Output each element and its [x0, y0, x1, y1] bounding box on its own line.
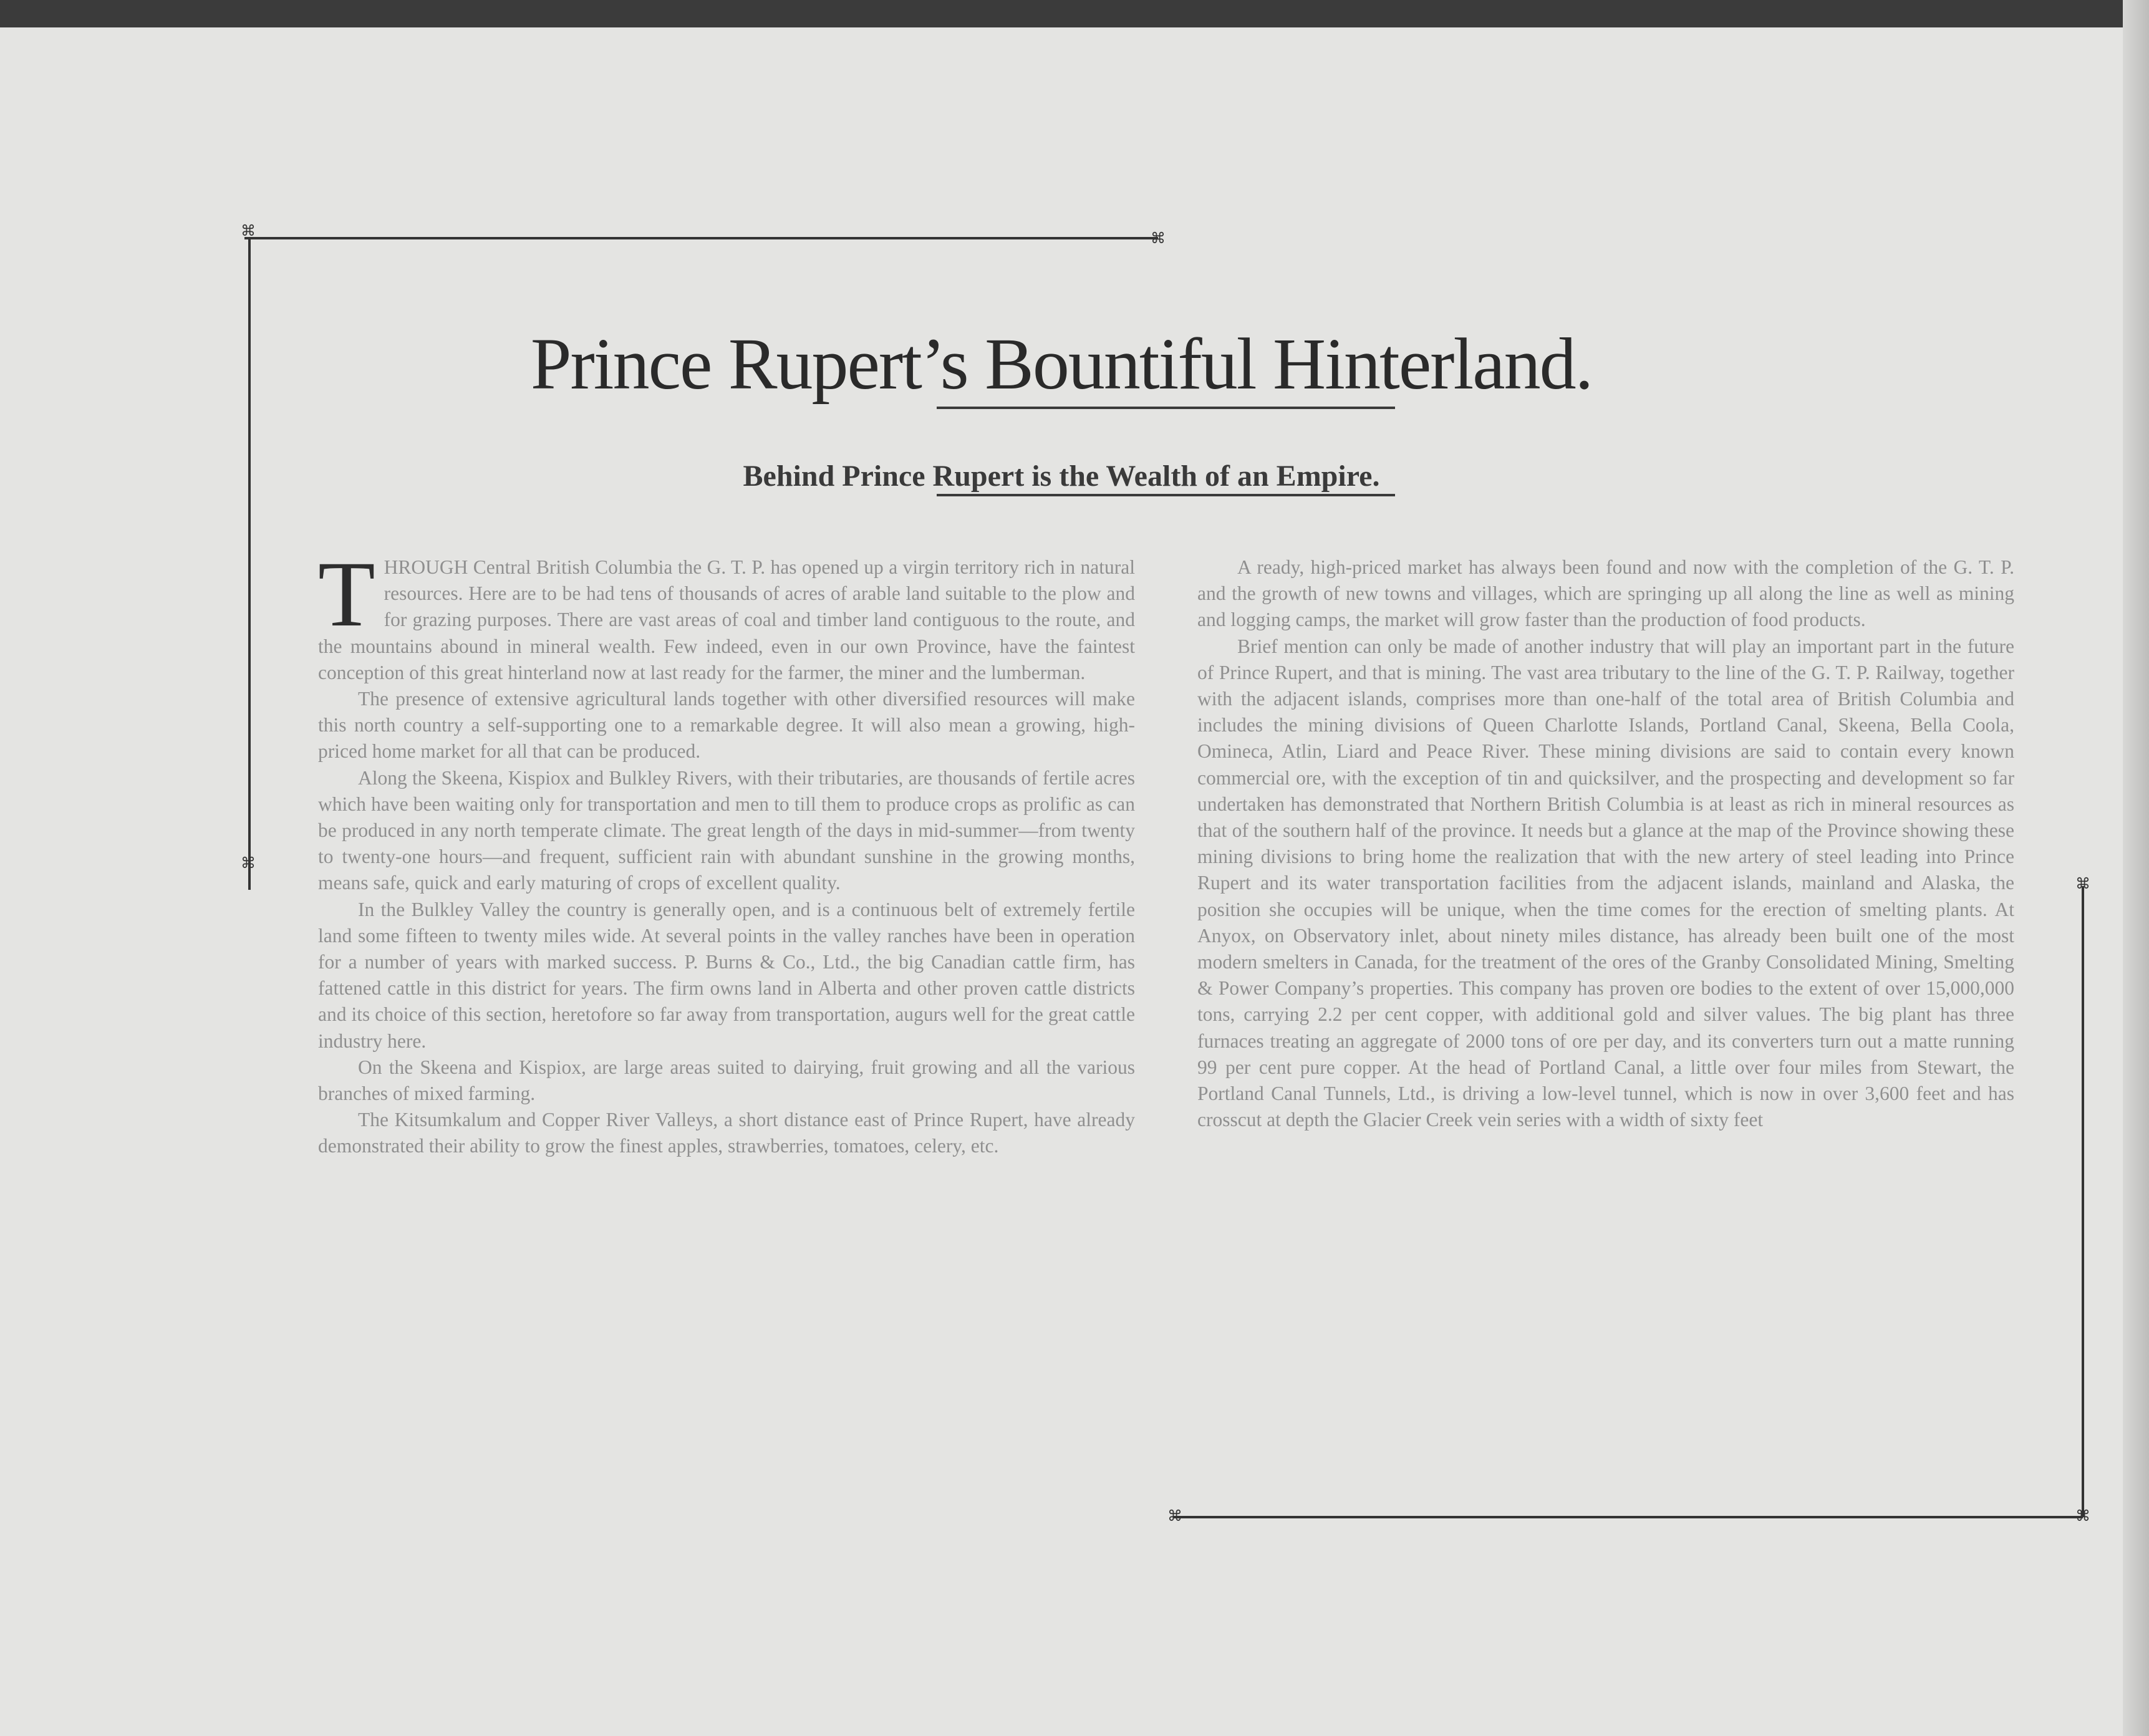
frame-top-rule [244, 237, 1158, 239]
scan-binding-edge [2123, 0, 2149, 1736]
left-column [318, 542, 1135, 1160]
page-subtitle: Behind Prince Rupert is the Wealth of an Empire. [743, 460, 1380, 493]
paragraph: In the Bulkley Valley the country is generally open, and is a continuous belt of extremely fertile land some fifteen to twenty miles wide. At several points in the valley ranches have been in operation for a number of years with marked success. P. Burns & Co., Ltd., the big Canadian cattle firm, has fattened cattle in this district for years. The firm owns land in Alberta and other proven cattle districts and its choice of this section, heretofore so far away from transportation, augurs well for the great cattle industry here. [318, 898, 1135, 1052]
frame-corner-ornament-icon: ⌘ [241, 854, 256, 872]
frame-corner-ornament-icon: ⌘ [241, 222, 256, 239]
frame-corner-ornament-icon: ⌘ [2075, 875, 2090, 892]
document-page [0, 27, 2123, 1736]
right-column [1197, 554, 2014, 1133]
scan-top-edge [0, 0, 2149, 27]
paragraph: The Kitsumkalum and Copper River Valleys, a short distance east of Prince Rupert, have already demonstrated their ability to grow the finest apples, strawberries, tomatoes, celery, etc. [318, 1109, 1135, 1157]
paragraph [318, 542, 1135, 686]
frame-right-rule [2082, 886, 2084, 1517]
paragraph: On the Skeena and Kispiox, are large areas suited to dairying, fruit growing and all the various branches of mixed farming. [318, 1056, 1135, 1105]
paragraph: Brief mention can only be made of another industry that will play an important part in the future of Prince Rupert, and that is mining. The vast area tributary to the line of the G. T. P. Railway, together with the adjacent islands, comprises more than one-half of the total area of British Columbia and includes the mining divisions of Queen Charlotte Islands, Portland Canal, Skeena, Bella Coola, Omineca, Atlin, Liard and Peace River. These mining divisions are said to contain every known commercial ore, with the exception of tin and quicksilver, and the prospecting and development so far undertaken has demonstrated that Northern British Columbia is at least as rich in mineral resources as that of the southern half of the province. It needs but a glance at the map of the Province showing these mining divisions to bring home the realization that with the new artery of steel leading into Prince Rupert and its water transportation facilities from the adjacent islands, mainland and Alaska, the position she occupies will be unique, when the time comes for the erection of smelting plants. At Anyox, on Observatory inlet, about ninety miles distance, has already been built one of the most modern smelters in Canada, for the treatment of the ores of the Granby Consolidated Mining, Smelting & Power Company’s properties. This company has proven ore bodies to the extent of over 15,000,000 tons, carrying 2.2 per cent copper, with additional gold and silver values. The big plant has three furnaces treating an aggregate of 2000 tons of ore per day, and its converters turn out a matte running 99 per cent pure copper. At the head of Portland Canal, a little over four miles from Stewart, the Portland Canal Tunnels, Ltd., is driving a low-level tunnel, which is now in over 3,600 feet and has crosscut at depth the Glacier Creek vein series with a width of sixty feet [1197, 635, 2014, 1131]
frame-corner-ornament-icon: ⌘ [1151, 229, 1166, 247]
frame-bottom-rule [1174, 1516, 2083, 1518]
paragraph: The presence of extensive agricultural lands together with other diversified resources will make this north country a self-supporting one to a remarkable degree. It will also mean a growing, high-priced home market for all that can be produced. [318, 688, 1135, 763]
title-rule [937, 407, 1395, 409]
frame-corner-ornament-icon: ⌘ [2075, 1507, 2090, 1525]
paragraph-text: HROUGH Central British Columbia the G. T. P. has opened up a virgin territory rich in natural resources. Here are to be had tens of thousands of acres of arable land suitable to the plow and for grazing purposes. There are vast areas of coal and timber land contiguous to the route, and the mountains abound in mineral wealth. Few indeed, even in our own Province, have the faintest conception of this great hinterland now at last ready for the farmer, the miner and the lumberman. [318, 556, 1135, 683]
page-title: Prince Rupert’s Bountiful Hinterland. [530, 323, 1593, 405]
subtitle-rule [937, 494, 1395, 496]
paragraph: Along the Skeena, Kispiox and Bulkley Rivers, with their tributaries, are thousands of fertile acres which have been waiting only for transportation and men to till them to produce crops as prolific as can be produced in any north temperate climate. The great length of the days in mid-summer—from twenty to twenty-one hours—and frequent, sufficient rain with abundant sunshine in the growing months, means safe, quick and early maturing of crops of excellent quality. [318, 766, 1135, 894]
drop-cap: T [318, 542, 375, 646]
paragraph: A ready, high-priced market has always been found and now with the completion of the G. T. P. and the growth of new towns and villages, which are springing up all along the line as well as mining and logging camps, the market will grow faster than the production of food products. [1197, 556, 2014, 631]
frame-corner-ornament-icon: ⌘ [1167, 1507, 1182, 1525]
